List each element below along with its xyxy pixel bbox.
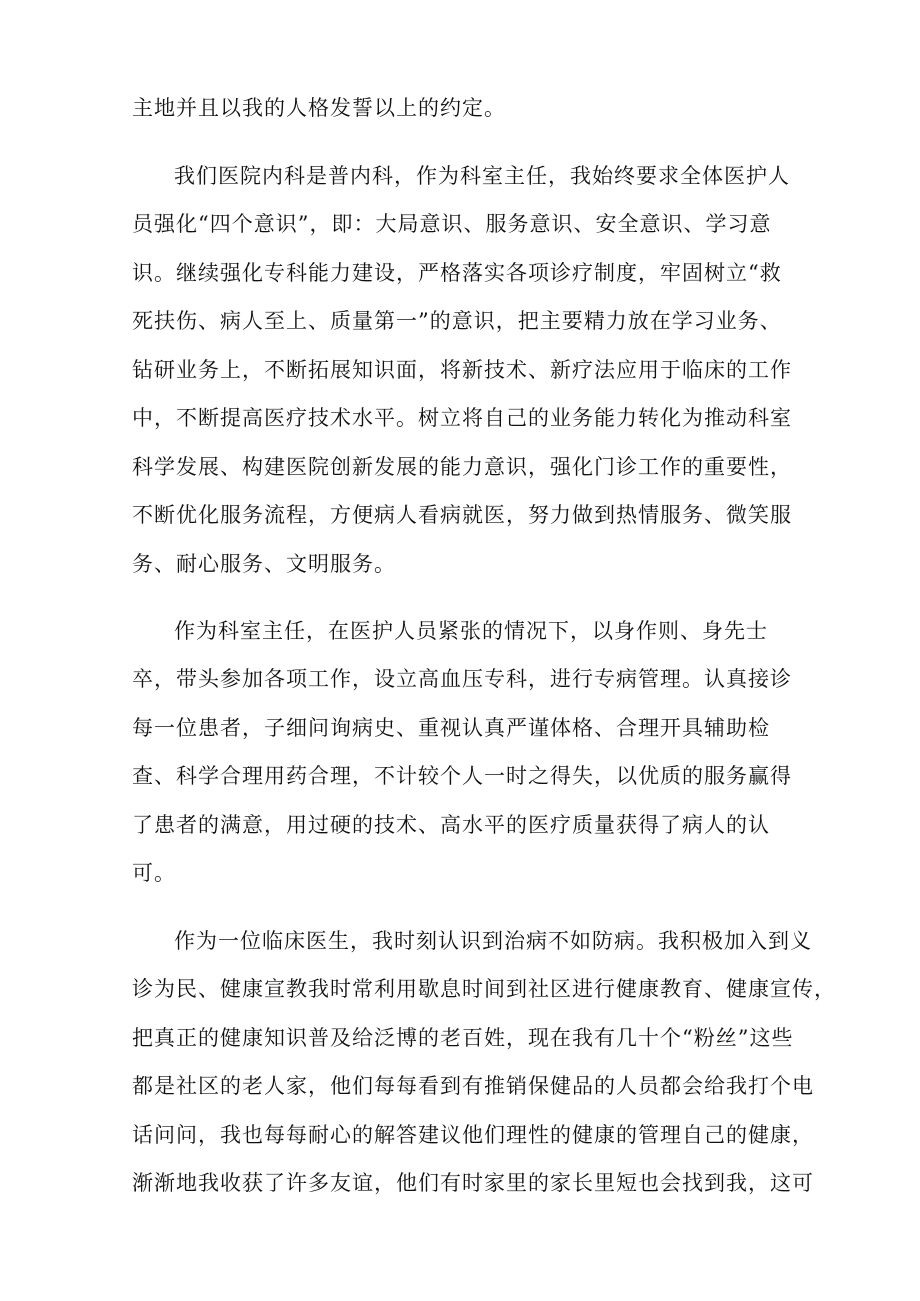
paragraph-4-line-5: 话问问，我也每每耐心的解答建议他们理性的健康的管理自己的健康， [132, 1123, 814, 1147]
paragraph-2-line-8: 不断优化服务流程，方便病人看病就医，努力做到热情服务、微笑服 [132, 503, 792, 527]
paragraph-4-line-6: 渐渐地我收获了许多友谊，他们有时家里的家长里短也会找到我，这可 [132, 1171, 814, 1195]
paragraph-3-line-3: 每一位患者，子细问询病史、重视认真严谨体格、合理开具辅助检 [132, 716, 770, 740]
paragraph-4-line-1: 作为一位临床医生，我时刻认识到治病不如防病。我积极加入到义 [174, 929, 812, 953]
paragraph-2-line-6: 中，不断提高医疗技术水平。树立将自己的业务能力转化为推动科室 [132, 406, 792, 430]
paragraph-1-line-1: 主地并且以我的人格发誓以上的约定。 [132, 96, 506, 120]
paragraph-2-line-2: 员强化“四个意识”，即：大局意识、服务意识、安全意识、学习意 [132, 212, 772, 236]
paragraph-2-line-1: 我们医院内科是普内科，作为科室主任，我始终要求全体医护人 [174, 164, 790, 188]
paragraph-2-line-7: 科学发展、构建医院创新发展的能力意识，强化门诊工作的重要性， [132, 455, 792, 479]
paragraph-2-line-9: 务、耐心服务、文明服务。 [132, 552, 396, 576]
paragraph-4-line-4: 都是社区的老人家，他们每每看到有推销保健品的人员都会给我打个电 [132, 1074, 814, 1098]
paragraph-3-line-2: 卒，带头参加各项工作，设立高血压专科，进行专病管理。认真接诊 [132, 667, 792, 691]
paragraph-3-line-5: 了患者的满意，用过硬的技术、高水平的医疗质量获得了病人的认 [132, 813, 770, 837]
paragraph-2-line-4: 死扶伤、病人至上、质量第一”的意识，把主要精力放在学习业务、 [132, 309, 782, 333]
paragraph-3-line-6: 可。 [132, 861, 176, 885]
paragraph-4-line-2: 诊为民、健康宣教我时常利用歇息时间到社区进行健康教育、健康宣传， [132, 977, 836, 1001]
paragraph-3-line-1: 作为科室主任，在医护人员紧张的情况下，以身作则、身先士 [174, 619, 768, 643]
paragraph-2-line-3: 识。继续强化专科能力建设，严格落实各项诊疗制度，牢固树立“救 [132, 261, 782, 285]
paragraph-4-line-3: 把真正的健康知识普及给泛博的老百姓，现在我有几十个“粉丝”这些 [132, 1026, 794, 1050]
paragraph-3-line-4: 查、科学合理用药合理，不计较个人一时之得失，以优质的服务赢得 [132, 764, 792, 788]
paragraph-2-line-5: 钻研业务上，不断拓展知识面，将新技术、新疗法应用于临床的工作 [132, 358, 792, 382]
